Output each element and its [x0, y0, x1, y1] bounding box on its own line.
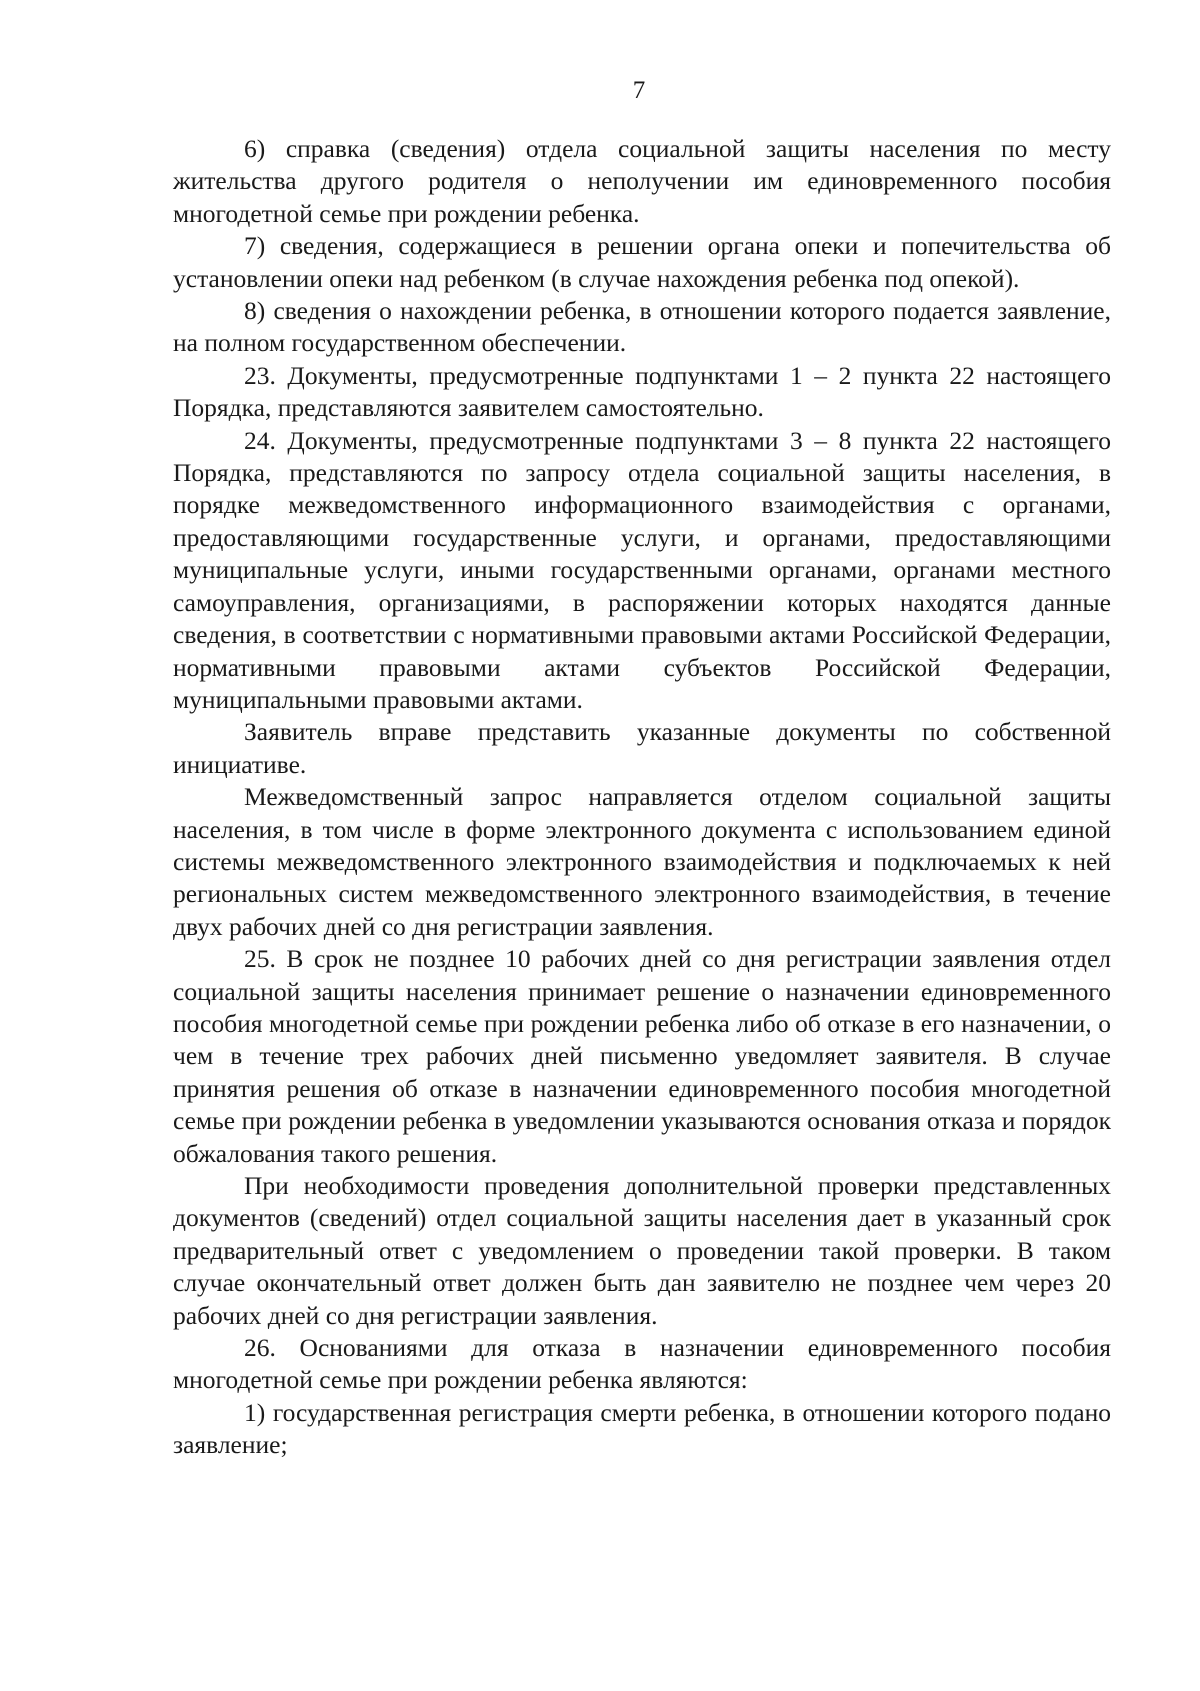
- paragraph-item-8: 8) сведения о нахождении ребенка, в отношении которого подается заявление, на полном государственном обеспечении.: [173, 296, 1111, 358]
- paragraph-item-6: 6) справка (сведения) отдела социальной защиты населения по месту жительства другого родителя о неполучении им единовременного пособия многодетной семье при рождении ребенка.: [173, 134, 1111, 228]
- document-body: [173, 133, 1111, 1462]
- paragraph-item-7: 7) сведения, содержащиеся в решении органа опеки и попечительства об установлении опеки над ребенком (в случае нахождения ребенка под опекой).: [173, 231, 1111, 293]
- paragraph-interagency-request: Межведомственный запрос направляется отделом социальной защиты населения, в том числе в форме электронного документа с использованием единой системы межведомственного электронного взаимодействия и подключаемых к ней региональных систем межведомственного электронного взаимодействия, в течение двух рабочих дней со дня регистрации заявления.: [173, 782, 1111, 941]
- paragraph-clause-24: 24. Документы, предусмотренные подпунктами 3 – 8 пункта 22 настоящего Порядка, представляются по запросу отдела социальной защиты населения, в порядке межведомственного информационного взаимодействия с органами, предоставляющими государственные услуги, и органами, предоставляющими муниципальные услуги, иными государственными органами, органами местного самоуправления, организациями, в распоряжении которых находятся данные сведения, в соответствии с нормативными правовыми актами Российской Федерации, нормативными правовыми актами субъектов Российской Федерации, муниципальными правовыми актами.: [173, 425, 1111, 714]
- paragraph-clause-25: 25. В срок не позднее 10 рабочих дней со дня регистрации заявления отдел социальной защиты населения принимает решение о назначении единовременного пособия многодетной семье при рождении ребенка либо об отказе в его назначении, о чем в течение трех рабочих дней письменно уведомляет заявителя. В случае принятия решения об отказе в назначении единовременного пособия многодетной семье при рождении ребенка в уведомлении указываются основания отказа и порядок обжалования такого решения.: [173, 944, 1111, 1168]
- paragraph-clause-23: 23. Документы, предусмотренные подпунктами 1 – 2 пункта 22 настоящего Порядка, представляются заявителем самостоятельно.: [173, 360, 1111, 423]
- paragraph-applicant-right: Заявитель вправе представить указанные документы по собственной инициативе.: [173, 717, 1111, 779]
- paragraph-clause-26: 26. Основаниями для отказа в назначении единовременного пособия многодетной семье при рождении ребенка являются:: [173, 1333, 1111, 1395]
- paragraph-clause-26-item-1: 1) государственная регистрация смерти ребенка, в отношении которого подано заявление;: [173, 1397, 1111, 1460]
- paragraph-additional-check: При необходимости проведения дополнительной проверки представленных документов (сведений) отдел социальной защиты населения дает в указанный срок предварительный ответ с уведомлением о проведении такой проверки. В таком случае окончательный ответ должен быть дан заявителю не позднее чем через 20 рабочих дней со дня регистрации заявления.: [173, 1171, 1111, 1330]
- page-number: 7: [632, 77, 646, 104]
